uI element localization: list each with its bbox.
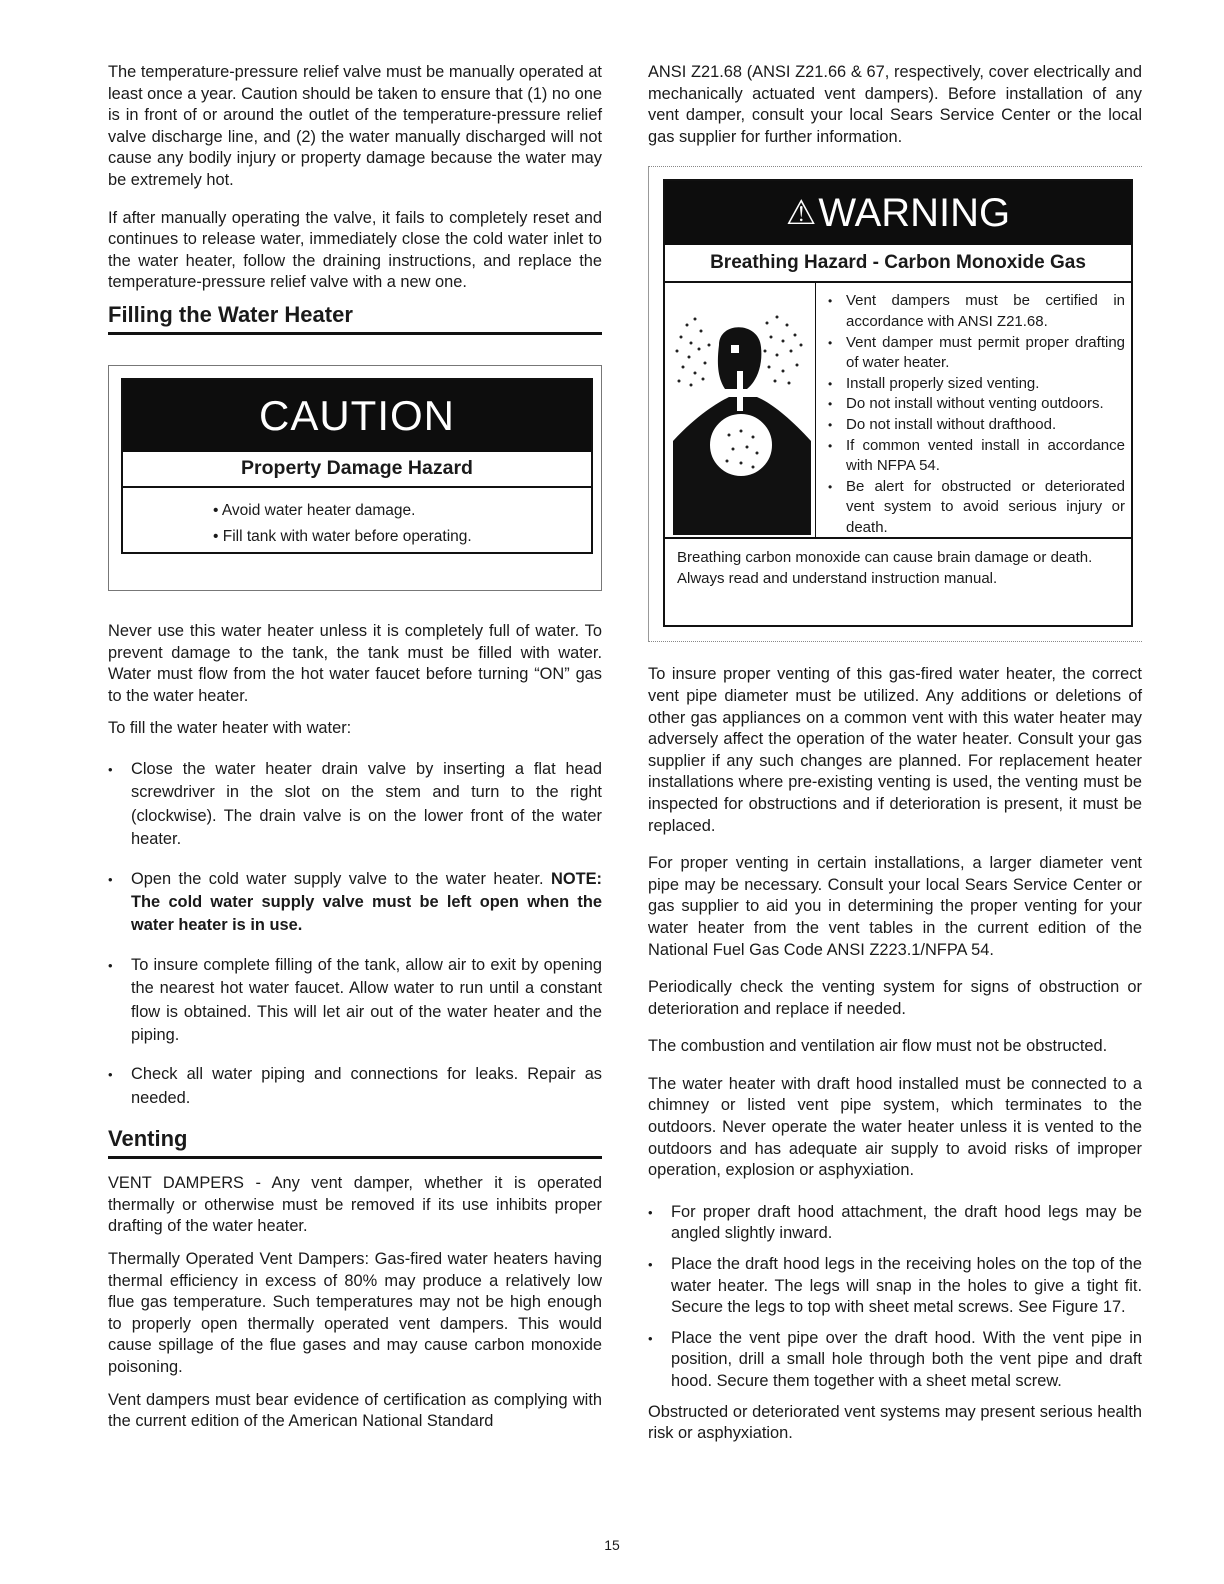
right-column bbox=[648, 62, 1142, 1445]
left-column bbox=[108, 62, 602, 1433]
list-item: • Do not install without venting outdoors. bbox=[826, 394, 1125, 415]
list-item: • If common vented install in accordance with NFPA 54. bbox=[826, 436, 1125, 477]
warning-title: WARNING bbox=[818, 190, 1011, 235]
list-item: • Do not install without drafthood. bbox=[826, 415, 1125, 436]
list-item: • Check all water piping and connections for leaks. Repair as needed. bbox=[108, 1063, 602, 1110]
caution-box bbox=[108, 365, 602, 591]
warning-subtitle: Breathing Hazard - Carbon Monoxide Gas bbox=[665, 245, 1131, 283]
vent-dampers-paragraph: VENT DAMPERS - Any vent damper, whether it is operated thermally or otherwise must be removed if its use inhibits proper drafting of the water heater. bbox=[108, 1174, 602, 1236]
thermal-dampers-paragraph: Thermally Operated Vent Dampers: Gas-fired water heaters having thermal efficiency in excess of 80% may produce a relatively low flue gas temperature. Such temperatures may not be high enough to properly open thermally operated vent dampers. This would cause spillage of the flue gases and may cause carbon monoxide poisoning. bbox=[108, 1249, 602, 1376]
list-item: • Be alert for obstructed or deteriorated vent system to avoid serious injury or death. bbox=[826, 477, 1125, 539]
list-item: • For proper draft hood attachment, the draft hood legs may be angled slightly inward. bbox=[648, 1202, 1142, 1245]
filling-heading: Filling the Water Heater bbox=[108, 302, 602, 335]
list-item: • Place the vent pipe over the draft hood. With the vent pipe in position, drill a small hole through both the vent pipe and draft hood. Secure them together with a sheet metal screw. bbox=[648, 1328, 1142, 1393]
breathing-hazard-icon bbox=[665, 283, 816, 537]
airflow-paragraph: The combustion and ventilation air flow must not be obstructed. bbox=[648, 1037, 1108, 1056]
list-item: • Open the cold water supply valve to the water heater. NOTE: The cold water supply valve must be left open when the water heater is in use. bbox=[108, 868, 602, 938]
list-item: • To insure complete filling of the tank, allow air to exit by opening the nearest hot water faucet. Allow water to run until a constant flow is obtained. This will let air out of the water heater and the piping. bbox=[108, 954, 602, 1048]
list-item: • Vent damper must permit proper drafting of water heater. bbox=[826, 333, 1125, 374]
reset-valve-paragraph: If after manually operating the valve, it fails to completely reset and continues to release water, immediately close the cold water inlet to the water heater, follow the draining instructions, and replace the temperature-pressure relief valve with a new one. bbox=[108, 208, 602, 292]
caution-list bbox=[213, 498, 591, 550]
warning-list bbox=[816, 283, 1131, 537]
draft-hood-paragraph: The water heater with draft hood installed must be connected to a chimney or listed vent pipe system, which terminates to the outdoors. Never operate the water heater unless it is vented to the outdoors and has adequate air supply to avoid risks of improper operation, explosion or asphyxiation. bbox=[648, 1074, 1142, 1180]
warning-triangle-icon: ⚠ bbox=[785, 194, 817, 233]
list-item: • Place the draft hood legs in the receiving holes on the top of the water heater. The legs will snap in the holes to give a tight fit. Secure the legs to top with sheet metal screws. See Figure 17. bbox=[648, 1254, 1142, 1319]
draft-hood-steps-list bbox=[648, 1202, 1142, 1393]
warning-header bbox=[665, 181, 1131, 245]
to-fill-paragraph: To fill the water heater with water: bbox=[108, 719, 352, 738]
caution-title: CAUTION bbox=[123, 380, 591, 452]
caution-subtitle: Property Damage Hazard bbox=[123, 452, 591, 488]
list-item: • Install properly sized venting. bbox=[826, 374, 1125, 395]
note-text: NOTE: The cold water supply valve must be left open when the water heater is in use. bbox=[131, 869, 602, 935]
fill-steps-list bbox=[108, 758, 602, 1110]
relief-valve-paragraph: The temperature-pressure relief valve must be manually operated at least once a year. Caution should be taken to ensure that (1) no one is in front of or around the outlet of the temperature-pressure relief valve discharge line, and (2) the water manually discharged will not cause any bodily injury or property damage because the water may be extremely hot. bbox=[108, 63, 602, 189]
check-venting-paragraph: Periodically check the venting system for signs of obstruction or deterioration and replace if needed. bbox=[648, 978, 1142, 1018]
vent-diameter-paragraph: To insure proper venting of this gas-fired water heater, the correct vent pipe diameter must be utilized. Any additions or deletions of other gas appliances on a common vent with this water heater may adversely affect the operation of the water heater. Consult your gas supplier if any such changes are planned. For replacement heater installations where pre-existing venting is used, the venting must be inspected for obstructions and if deterioration is present, it must be replaced. bbox=[648, 665, 1142, 835]
warning-box bbox=[648, 166, 1142, 642]
venting-heading: Venting bbox=[108, 1126, 602, 1159]
warning-footer: Breathing carbon monoxide can cause brain damage or death. Always read and understand instruction manual. bbox=[677, 549, 1093, 588]
ansi-paragraph: ANSI Z21.68 (ANSI Z21.66 & 67, respectively, cover electrically and mechanically actuated vent dampers). Before installation of any vent damper, consult your local Sears Service Center or the local gas supplier for further information. bbox=[648, 63, 1142, 146]
certification-paragraph: Vent dampers must bear evidence of certification as complying with the current edition of the American National Standard bbox=[108, 1390, 602, 1431]
list-item: • Close the water heater drain valve by inserting a flat head screwdriver in the slot on the stem and turn to the right (clockwise). The drain valve is on the lower front of the water heater. bbox=[108, 758, 602, 852]
larger-diameter-paragraph: For proper venting in certain installations, a larger diameter vent pipe may be necessary. Consult your local Sears Service Center or gas supplier to aid you in determining the proper venting for your water heater from the vent tables in the current edition of the National Fuel Gas Code ANSI Z223.1/NFPA 54. bbox=[648, 854, 1142, 959]
page-number: 15 bbox=[604, 1537, 620, 1553]
list-item: • Vent dampers must be certified in accordance with ANSI Z21.68. bbox=[826, 291, 1125, 332]
obstructed-paragraph: Obstructed or deteriorated vent systems may present serious health risk or asphyxiation. bbox=[648, 1402, 1142, 1443]
full-of-water-paragraph: Never use this water heater unless it is completely full of water. To prevent damage to the tank, the tank must be filled with water. Water must flow from the hot water faucet before turning “ON” gas to the water heater. bbox=[108, 621, 602, 705]
caution-item: • Avoid water heater damage. bbox=[213, 501, 416, 519]
caution-item: • Fill tank with water before operating. bbox=[213, 527, 472, 545]
